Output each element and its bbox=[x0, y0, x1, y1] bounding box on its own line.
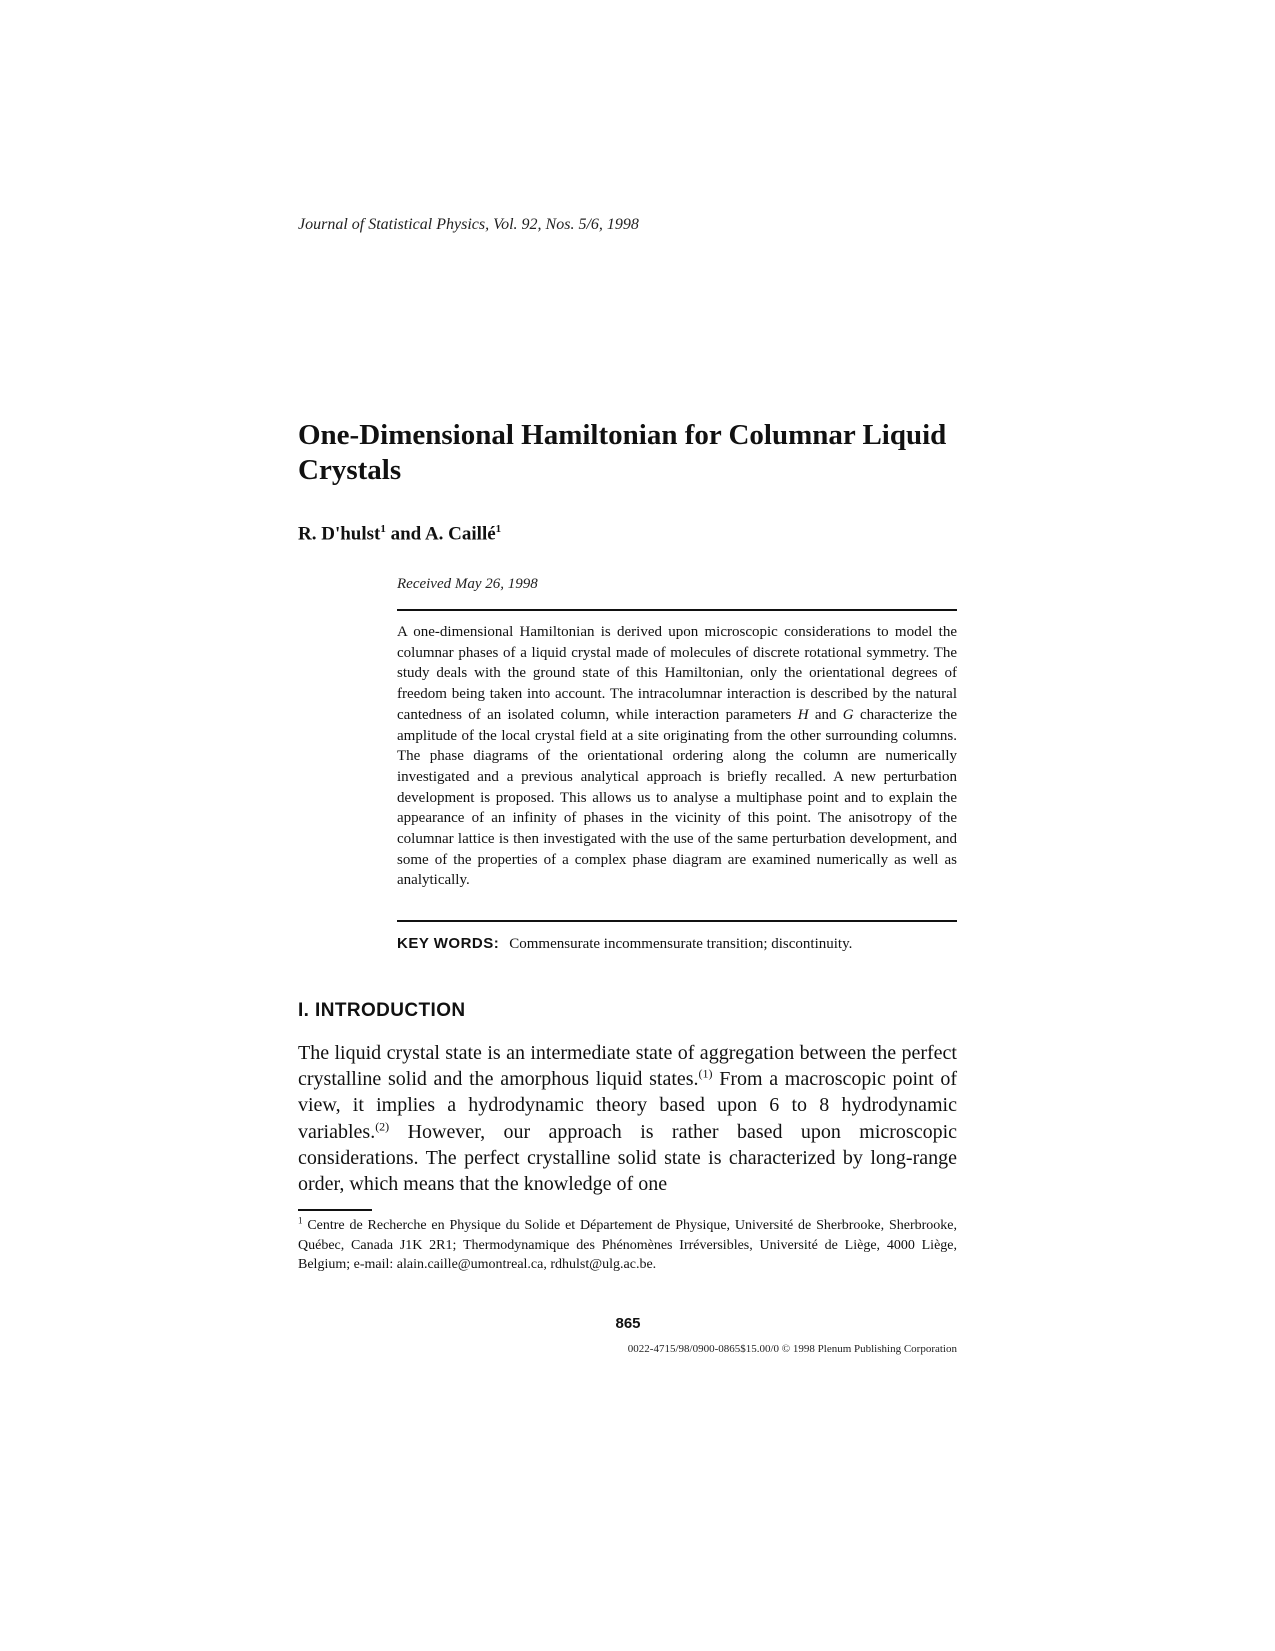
affiliation-mark: 1 bbox=[495, 523, 502, 535]
abstract-top-rule bbox=[397, 609, 957, 611]
section-heading: I. INTRODUCTION bbox=[298, 1000, 466, 1021]
received-date: Received May 26, 1998 bbox=[397, 576, 538, 592]
author-conjunction: and bbox=[385, 523, 425, 545]
footnote-rule bbox=[298, 1209, 372, 1211]
abstract bbox=[397, 622, 957, 891]
intro-text: From a macroscopic point of view, it implies a hydrodynamic theory based upon 6 to 8 hydrodynamic variables. bbox=[298, 1068, 957, 1143]
copyright-line: 0022-4715/98/0900-0865$15.00/0 © 1998 Plenum Publishing Corporation bbox=[627, 1343, 957, 1355]
abstract-bottom-rule bbox=[397, 920, 957, 922]
variable-h: H bbox=[797, 706, 809, 723]
keywords bbox=[397, 935, 852, 953]
variable-g: G bbox=[842, 706, 854, 723]
intro-text: However, our approach is rather based upon microscopic considerations. The perfect crystalline solid state is characterized by long-range order, which means that the knowledge of one bbox=[298, 1120, 957, 1196]
author-name: A. Caillé bbox=[424, 523, 496, 545]
introduction-body bbox=[298, 1040, 957, 1197]
keywords-label: KEY WORDS: bbox=[397, 935, 500, 952]
abstract-text: characterize the amplitude of the local crystal field at a site originating from the other surrounding columns. The phase diagrams of the orientational ordering along the column are numerically investigated and a previous analytical approach is briefly recalled. A new perturbation development is proposed. This allows us to analyse a multiphase point and to explain the appearance of an infinity of phases in the vicinity of this point. The anisotropy of the columnar lattice is then investigated with the use of the same perturbation development, and some of the properties of a complex phase diagram are examined numerically as well as analytically. bbox=[397, 706, 957, 889]
footnote-text: Centre de Recherche en Physique du Solide et Département de Physique, Université de Sherbrooke, Sherbrooke, Québec, Canada J1K 2R1; Thermodynamique des Phénomènes Irréversibles, Université de Liège, 4000 Liège, Belgium; e-mail: alain.caille@umontreal.ca, rdhulst@ulg.ac.be. bbox=[298, 1218, 957, 1273]
abstract-text: A one-dimensional Hamiltonian is derived upon microscopic considerations to model the columnar phases of a liquid crystal made of molecules of discrete rotational symmetry. The study deals with the ground state of this Hamiltonian, only the orientational degrees of freedom being taken into account. The intracolumnar interaction is described by the natural cantedness of an isolated column, while interaction parameters bbox=[397, 624, 957, 723]
footnote bbox=[298, 1216, 957, 1275]
abstract-text: and bbox=[808, 706, 843, 723]
paper-title: One-Dimensional Hamiltonian for Columnar Liquid Crystals bbox=[298, 419, 947, 486]
author-name: R. D'hulst bbox=[298, 523, 381, 545]
intro-text: The liquid crystal state is an intermediate state of aggregation between the perfect crystalline solid and the amorphous liquid states. bbox=[298, 1042, 957, 1091]
author-line bbox=[298, 523, 501, 545]
footnote-mark: 1 bbox=[298, 1215, 303, 1226]
citation-ref: (1) bbox=[698, 1066, 713, 1081]
journal-citation: Journal of Statistical Physics, Vol. 92, Nos. 5/6, 1998 bbox=[298, 216, 639, 233]
page-number: 865 bbox=[615, 1315, 641, 1332]
affiliation-mark: 1 bbox=[380, 523, 386, 535]
keywords-text: Commensurate incommensurate transition; discontinuity. bbox=[509, 936, 853, 952]
citation-ref: (2) bbox=[375, 1118, 390, 1133]
